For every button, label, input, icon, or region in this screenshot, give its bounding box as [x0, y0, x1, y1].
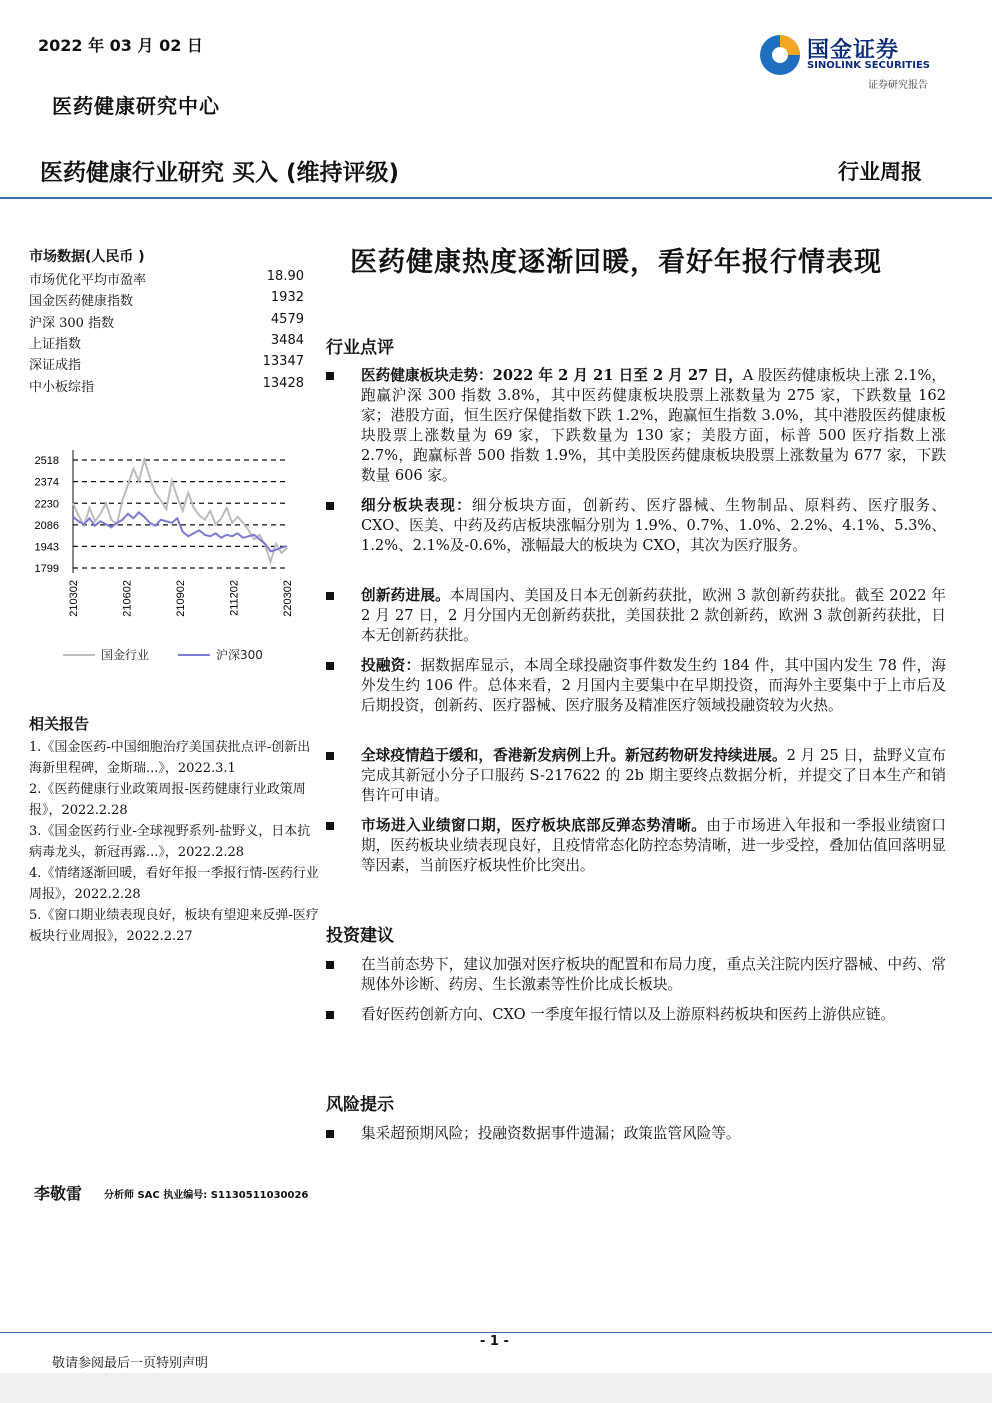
market-data-title: 市场数据(人民币 ) [29, 249, 145, 265]
x-tick-label: 210302 [68, 580, 80, 617]
department-name: 医药健康研究中心 [52, 94, 220, 118]
author-name: 李敬雷 [34, 1184, 83, 1203]
sinolink-logo-icon [757, 32, 803, 78]
related-report-item[interactable]: 2.《医药健康行业政策周报-医药健康行业政策周报》，2022.2.28 [29, 782, 306, 818]
bullet-square-icon [326, 662, 334, 670]
bullet-square-icon [326, 961, 334, 969]
footer-band [0, 1373, 992, 1403]
logo-en: SINOLINK SECURITIES [807, 60, 930, 71]
y-tick-label: 2518 [34, 455, 59, 467]
market-row-label: 沪深 300 指数 [29, 315, 115, 331]
legend-label: 国金行业 [101, 648, 150, 662]
bullet-square-icon [326, 372, 334, 380]
logo-sub: 证券研究报告 [868, 80, 928, 91]
report-date: 2022 年 03 月 02 日 [38, 36, 203, 55]
related-report-item[interactable]: 4.《情绪逐渐回暖，看好年报一季报行情-医药行业周报》，2022.2.28 [29, 866, 319, 902]
analyst-id: 分析师 SAC 执业编号: S1130511030026 [104, 1190, 309, 1201]
main-title: 医药健康热度逐渐回暖，看好年报行情表现 [350, 247, 882, 278]
bullet-square-icon [326, 592, 334, 600]
market-row [29, 290, 304, 311]
bullet-item: 投融资：据数据库显示，本周全球投融资事件数发生约 184 件，其中国内发生 78 件，海外发生约 106 件。总体来看，2 月国内主要集中在早期投资，而海外主要集中于上市后及后期投资，创新药、医疗器械、医疗服务及精准医疗领域投融资较为火热。 [326, 656, 946, 716]
bullet-square-icon [326, 1011, 334, 1019]
market-row-value: 13347 [262, 354, 304, 370]
market-row-value: 13428 [262, 375, 304, 391]
y-tick-label: 2086 [34, 519, 59, 532]
page-number: - 1 - [480, 1334, 509, 1349]
bullet-item: 市场进入业绩窗口期，医疗板块底部反弹态势清晰。由于市场进入年报和一季报业绩窗口期，医药板块业绩表现良好，且疫情常态化防控态势清晰，进一步受控，叠加估值回落明显等因素，当前医疗板块性价比突出。 [326, 816, 946, 876]
bullet-item: 细分板块表现：细分板块方面，创新药、医疗器械、生物制品、原料药、医疗服务、CXO、医美、中药及药店板块涨幅分别为 1.9%、0.7%、1.0%、2.2%、4.1%、5.3%、1.2%、2.1%及-0.6%，涨幅最大的板块为 CXO，其次为医疗服务。 [326, 496, 946, 556]
header-divider [0, 197, 992, 199]
market-row-value: 4579 [270, 311, 304, 327]
index-chart [25, 440, 295, 680]
x-tick-label: 210602 [121, 580, 134, 617]
related-report-item[interactable]: 1.《国金医药-中国细胞治疗美国获批点评-创新出海新里程碑，金斯瑞...》，2022.3.1 [29, 740, 311, 776]
bullet-item: 看好医药创新方向、CXO 一季度年报行情以及上游原料药板块和医药上游供应链。 [326, 1005, 946, 1025]
section-heading: 投资建议 [326, 926, 394, 946]
bullet-item: 医药健康板块走势：2022 年 2 月 21 日至 2 月 27 日，A 股医药健康板块上涨 2.1%，跑赢沪深 300 指数 3.8%，其中医药健康板块股票上涨数量为 275 家，下跌数量 162 家；港股方面，恒生医疗保健指数下跌 1.2%，跑赢恒生指数 3.0%，其中港股医药健康板块股票上涨数量为 69 家，下跌数量为 130 家；美股方面，标普 500 医疗指数上涨 2.7%，跑赢标普 500 指数 1.9%，其中美股医药健康板块股票上涨数量为 677 家，下跌数量 606 家。 [326, 366, 946, 486]
y-tick-label: 1799 [34, 563, 59, 575]
y-tick-label: 2230 [34, 498, 59, 511]
related-report-item[interactable]: 3.《国金医药行业-全球视野系列-盐野义，日本抗病毒龙头，新冠再露...》，2022.2.28 [29, 824, 311, 860]
market-row [29, 312, 304, 333]
market-row-label: 中小板综指 [29, 379, 95, 395]
market-row [29, 376, 304, 397]
related-reports-title: 相关报告 [29, 715, 90, 733]
series-line [73, 512, 287, 551]
y-tick-label: 2374 [34, 476, 59, 489]
bullet-item: 集采超预期风险；投融资数据事件遗漏；政策监管风险等。 [326, 1124, 946, 1144]
bullet-item: 在当前态势下，建议加强对医疗板块的配置和布局力度，重点关注院内医疗器械、中药、常规体外诊断、药房、生长激素等性价比成长板块。 [326, 955, 946, 995]
bullet-square-icon [326, 752, 334, 760]
market-row-value: 3484 [270, 332, 304, 348]
market-row [29, 269, 304, 290]
section-heading: 风险提示 [326, 1095, 394, 1115]
report-heading: 医药健康行业研究 买入 (维持评级) [40, 160, 400, 186]
legend-label: 沪深300 [216, 648, 263, 662]
market-row-label: 市场优化平均市盈率 [29, 273, 147, 288]
y-tick-label: 1943 [34, 541, 59, 554]
footer-note: 敬请参阅最后一页特别声明 [52, 1356, 209, 1371]
x-tick-label: 210902 [175, 580, 187, 617]
bullet-square-icon [326, 822, 334, 830]
market-row-label: 国金医药健康指数 [29, 294, 134, 310]
x-tick-label: 220302 [282, 580, 294, 617]
related-report-item[interactable]: 5.《窗口期业绩表现良好，板块有望迎来反弹-医疗板块行业周报》，2022.2.27 [29, 908, 319, 944]
logo-cn: 国金证券 [807, 38, 900, 63]
section-heading: 行业点评 [326, 338, 394, 358]
footer-divider [0, 1332, 992, 1333]
market-row [29, 333, 304, 354]
market-row-value: 1932 [270, 290, 304, 306]
bullet-square-icon [326, 1130, 334, 1138]
market-row [29, 354, 304, 375]
market-row-label: 上证指数 [29, 336, 82, 352]
bullet-item: 全球疫情趋于缓和，香港新发病例上升。新冠药物研发持续进展。2 月 25 日，盐野义宣布完成其新冠小分子口服药 S-217622 的 2b 期主要终点数据分析，并提交了日本生产和销售许可申请。 [326, 746, 946, 806]
x-tick-label: 211202 [228, 580, 241, 616]
market-row-label: 深证成指 [29, 358, 82, 374]
report-type: 行业周报 [838, 159, 922, 184]
market-row-value: 18.90 [266, 269, 304, 284]
bullet-item: 创新药进展。本周国内、美国及日本无创新药获批，欧洲 3 款创新药获批。截至 2022 年 2 月 27 日，2 月分国内无创新药获批，美国获批 2 款创新药，欧洲 3 款创新药获批，日本无创新药获批。 [326, 586, 946, 646]
bullet-square-icon [326, 502, 334, 510]
